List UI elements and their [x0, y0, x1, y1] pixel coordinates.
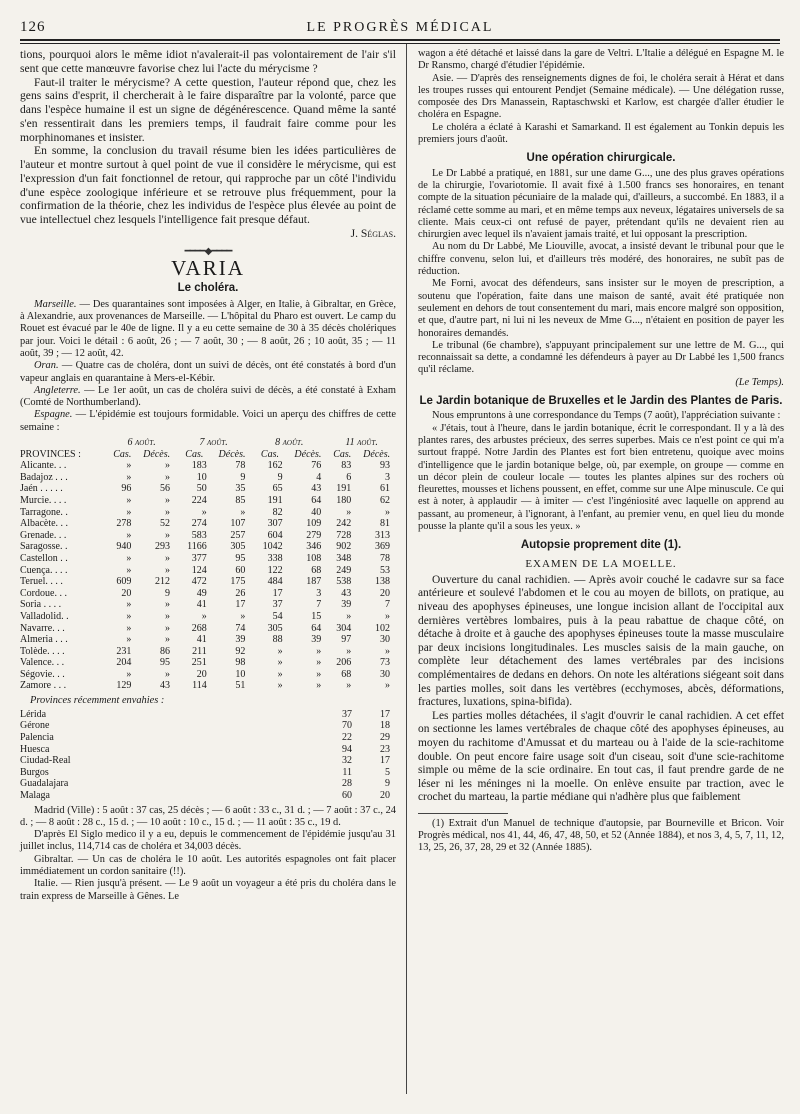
table-row [20, 755, 396, 767]
table-cell: 37 [272, 599, 283, 611]
table-cell: 138 [375, 576, 390, 588]
table-cell: 78 [235, 460, 246, 472]
table-cell: 268 [191, 622, 207, 634]
province-name: Tolède. . . . [20, 645, 65, 657]
table-cell: » [126, 634, 132, 646]
paragraph: Me Forni, avocat des défendeurs, sans insister sur le moyen de prescription, a soutenu que l'opération, faite dans une maison de santé, avait été pratiquée non seulement en dehors de tout consentement du mari, mais encore malgré son opposition, et que, d'autre part, ni lui ni les neveux de Mme G..., n'étaient en position de payer les honoraires demandés. [418, 278, 784, 339]
table-cell: » [164, 529, 170, 541]
table-row [20, 576, 396, 588]
paragraph: Ouverture du canal rachidien. — Après avoir couché le cadavre sur sa face antérieure et soulevé l'abdomen et le cou au moyen de billots, on pratique, au niveau des apophyses épineuses, une longue incision allant de l'occipital aux dernières vertèbres lombaires, puis à la peau rabattue de chaque côté, on détache à droite et à gauche des apophyses épineuses toute la masse musculaire par deux incisions longitudinales. Les muscles saisis de la main gauche, on complète leur détachement des lames vertébrales par des incisions complémentaires de dedans en dehors. On note les altérations siégeant soit dans les parties molles, soit dans les vertèbres (ecchymoses, abcès, déformations, fractures, luxations, spina-bifida). [418, 573, 784, 709]
table-cell: 305 [267, 622, 283, 634]
table-row [20, 732, 396, 744]
table-cell: 32 [342, 755, 352, 767]
table-cell: 251 [191, 657, 207, 669]
table-cell: 40 [311, 506, 322, 518]
table-cell: » [385, 610, 390, 622]
table-cell: » [126, 460, 132, 472]
table-cell: 224 [191, 494, 207, 506]
table-cell: » [346, 680, 352, 692]
province-name: Tarragone. . [20, 506, 68, 518]
province-name: Albacète. . . [20, 518, 69, 530]
table-cell: 278 [116, 518, 132, 530]
province-name: Huesca [20, 743, 50, 755]
table-cell: 348 [336, 552, 352, 564]
left-column [20, 48, 396, 903]
table-cell: 53 [380, 564, 390, 576]
table-row [20, 507, 396, 519]
table-cell: 10 [235, 668, 246, 680]
table-cell: 88 [272, 634, 283, 646]
table-cell: 43 [341, 587, 352, 599]
table-cell: » [126, 599, 132, 611]
date-header: 7 août. [199, 437, 228, 449]
table-cell: » [346, 506, 352, 518]
table-cell: » [277, 680, 283, 692]
table-cell: 114 [192, 680, 207, 692]
paragraph: Le Dr Labbé a pratiqué, en 1881, sur une dame G..., une des plus graves opérations de la chirurgie, l'ovariotomie. Il avait fixé à 1.500 francs ses honoraires, en tenant compte de la situation pécuniaire de la malade qui, d'ailleurs, a succombé. En 1883, il a réclamé cette somme au mari, et en même temps aux neveux, légataires universels de sa cliente. Mais ceux-ci ont refusé de payer, prétendant qu'ils ne devaient rien au chirurgien avec lequel ils n'avaient jamais traité, et lui opposant la prescription. [418, 167, 784, 241]
table-cell: 484 [267, 576, 283, 588]
table-cell: 17 [272, 587, 283, 599]
table-cell: 728 [336, 529, 352, 541]
table-cell: 64 [311, 494, 322, 506]
table-cell: 93 [380, 460, 390, 472]
table-row [20, 657, 396, 669]
table-row [20, 744, 396, 756]
table-cell: 212 [154, 576, 170, 588]
table-cell: 68 [311, 564, 322, 576]
place-lead: Espagne. [34, 409, 73, 421]
table-cell: 61 [380, 483, 390, 495]
table-cell: 242 [336, 518, 352, 530]
table-cell: 39 [311, 634, 322, 646]
table-cell: 279 [306, 529, 322, 541]
subsection-title-moelle: EXAMEN DE LA MOELLE. [525, 557, 677, 570]
table-cell: » [126, 471, 132, 483]
table-cell: 211 [192, 645, 207, 657]
paragraph: Marseille. — Des quarantaines sont imposées à Alger, en Italie, à Gibraltar, en Grèce, à Alexandrie, aux provenances de Marseille. — L'hôpital du Pharo est ouvert. Le camp du Rouet est évacué par le 40e de ligne. Il y a eu cette semaine de 30 à 35 décès cholériques par jour. Voici le détail : 6 août, 26 ; — 7 août, 30 ; — 8 août, 26 ; 10 août, 35 ; — 11 août, 39 ; — 12 août, 42. [20, 298, 396, 359]
table-cell: 183 [191, 460, 207, 472]
table-cell: » [316, 680, 322, 692]
article-title-jardin: Le Jardin botanique de Bruxelles et le Jardin des Plantes de Paris. [419, 395, 783, 408]
table-cell: 51 [235, 680, 246, 692]
table-cell: 98 [235, 657, 246, 669]
table-cell: 346 [306, 541, 322, 553]
table-cell: 20 [380, 587, 390, 599]
date-header: 8 août. [275, 437, 304, 449]
paragraph: D'après El Siglo medico il y a eu, depuis le commencement de l'épidémie jusqu'au 31 juillet inclus, 114,714 cas de choléra et 34,003 décès. [20, 829, 396, 853]
table-cell: 43 [159, 680, 170, 692]
table-cell: 41 [196, 599, 207, 611]
table-row [20, 518, 396, 530]
province-name: Grenade. . . [20, 529, 67, 541]
journal-title: LE PROGRÈS MÉDICAL [306, 20, 494, 35]
table-cell: 304 [336, 622, 352, 634]
table-cell: 49 [196, 587, 207, 599]
province-name: Burgos [20, 766, 49, 778]
date-header: 6 août. [127, 437, 156, 449]
recent-provinces-table [20, 709, 396, 802]
article-title-cholera: Le choléra. [177, 282, 239, 294]
province-name: Cordoue. . . [20, 587, 67, 599]
table-cell: » [164, 622, 170, 634]
table-cell: » [240, 506, 246, 518]
table-row [20, 767, 396, 779]
table-cell: 92 [235, 645, 246, 657]
table-cell: 82 [272, 506, 283, 518]
province-name: Saragosse. . [20, 541, 68, 553]
table-cell: 6 [346, 471, 352, 483]
table-cell: 129 [116, 680, 132, 692]
table-cell: » [201, 610, 207, 622]
province-name: Navarre. . . [20, 622, 65, 634]
table-cell: 9 [385, 778, 390, 790]
table-cell: 97 [341, 634, 352, 646]
table-cell: » [126, 564, 132, 576]
table-row [20, 553, 396, 565]
table-cell: » [201, 506, 207, 518]
table-cell: » [385, 645, 390, 657]
table-cell: 1042 [262, 541, 283, 553]
table-cell: 377 [191, 552, 207, 564]
table-cell: 50 [196, 483, 207, 495]
table-cell: 52 [159, 518, 170, 530]
table-cell: 191 [336, 483, 352, 495]
table-cell: » [126, 552, 132, 564]
table-row [20, 483, 396, 495]
table-cell: 39 [341, 599, 352, 611]
table-row [20, 623, 396, 635]
table-cell: 175 [230, 576, 246, 588]
table-row [20, 709, 396, 721]
table-cell: 20 [121, 587, 132, 599]
table-cell: 17 [380, 708, 390, 720]
table-cell: 74 [235, 622, 246, 634]
table-cell: 62 [380, 494, 390, 506]
table-cell: 257 [230, 529, 246, 541]
paragraph: Nous empruntons à une correspondance du Temps (7 août), l'appréciation suivante : [432, 410, 781, 422]
table-cell: 83 [341, 460, 352, 472]
table-cell: » [316, 668, 322, 680]
table-cell: 609 [116, 576, 132, 588]
table-cell: 204 [116, 657, 132, 669]
table-cell: » [385, 680, 390, 692]
paragraph: Angleterre. — Le 1er août, un cas de choléra suivi de décès, a été constaté à Exham (Comté de Northumberland). [20, 384, 396, 409]
table-cell: 20 [380, 789, 390, 801]
source-citation: (Le Temps). [735, 376, 784, 388]
table-row [20, 472, 396, 484]
table-cell: 20 [196, 668, 207, 680]
table-cell: » [346, 645, 352, 657]
table-cell: 231 [116, 645, 132, 657]
paragraph: Oran. — Quatre cas de choléra, dont un suivi de décès, ont été constatés à bord d'un vapeur anglais en quarantaine à Mers-el-Kébir. [20, 360, 396, 384]
table-cell: 293 [154, 541, 170, 553]
page-number: 126 [20, 19, 46, 35]
cholera-table: 6 août. 7 août. 8 août. 11 août. PROVINCES : Cas. Décès. Cas. Décès. Cas. Décès. Cas. Décès. Alicante. . . » » 183 78 162 76 83 93 Badajoz . . . » » 10 9 9 4 6 3 Jaén . . . . . 96 56 50 35 65 43 191 61 Murcie. . . . » » 224 85 191 64 180 62 Tarragone. . » » » » 82 40 » » Albacète. . . 278 52 274 107 307 109 242 81 Grenade. . . » » 583 257 604 279 728 313 Saragosse. . 940 293 1166 305 1042 346 902 369 Castellon . . » » 377 95 338 108 348 78 Cuença. . . . » » 124 60 122 68 249 53 Teruel. . . . 609 212 472 175 484 187 538 138 Cordoue. . . 20 9 49 26 17 3 43 20 Soria . . . . » » 41 17 37 7 39 7 Valladolid. . » » » » 54 15 » » Navarre. . . » » 268 74 305 64 304 102 Almeria . . . » » 41 39 88 39 97 30 Tolède. . . . 231 86 211 92 » » » » Valence. . . 204 95 251 98 » » 206 73 Ségovie. . . » » 20 10 » » 68 30 Zamore . . . 129 43 114 51 » » » » [20, 437, 396, 692]
paragraph: « J'étais, tout à l'heure, dans le jardin botanique, écrit le correspondant. Il y a là des plantes rares, des arbustes précieux, des serres superbes. Mais ce n'est point ce qui m'a surtout frappé. Notre Jardin des Plantes est fort bien entretenu, quoique avec moins d'intelligence que le jardin botanique belge, où, par exemple, on groupe — comme en un décor plein de couleur locale — toutes les plantes alpines sur des rochers où fleurettes, mousses et lichens poussent, en effet, comme sur une Alpe minuscule. Ce qui est à noter, à applaudir — à imiter — c'est l'ingéniosité avec laquelle on apprend au passant, au promeneur, à l'ignorant, à l'enfant, au premier venu, en quel lieu du monde pousse la plante qu'il a sous les yeux. » [418, 422, 784, 532]
table-cell: 583 [191, 529, 207, 541]
table-cell: 4 [316, 471, 322, 483]
table-cell: 274 [191, 518, 207, 530]
table-cell: » [164, 460, 170, 472]
table-cell: 60 [235, 564, 246, 576]
table-row [20, 634, 396, 646]
table-cell: 109 [306, 518, 322, 530]
article-title-operation: Une opération chirurgicale. [526, 152, 676, 165]
table-cell: » [164, 668, 170, 680]
paragraph: wagon a été détaché et laissé dans la gare de Veltri. L'Italie a délégué en Espagne M. le Dr Ransmo, chargé d'étudier l'épidémie. [418, 48, 784, 72]
province-name: Guadalajara [20, 778, 69, 790]
table-row [20, 611, 396, 623]
table-cell: 30 [380, 668, 390, 680]
table-row [20, 778, 396, 790]
paragraph: Le tribunal (6e chambre), s'appuyant principalement sur une lettre de M. G..., qui reconnaissait sa dette, a condamné les défendeurs à payer au Dr Labbé les 1,500 francs qu'il réclame. [418, 339, 784, 376]
table-cell: » [126, 622, 132, 634]
province-name: Gérone [20, 720, 50, 732]
table-cell: 23 [380, 743, 390, 755]
table-row [20, 646, 396, 658]
paragraph: tions, pourquoi alors le même idiot n'avalerait-il pas volontairement de l'air s'il sent que cette manœuvre favorise chez lui l'acte du mérycisme ? [20, 48, 396, 75]
table-cell: 43 [311, 483, 322, 495]
table-cell: 3 [385, 471, 390, 483]
table-cell: 902 [336, 541, 352, 553]
table-cell: 1166 [187, 541, 207, 553]
paragraph: Faut-il traiter le mérycisme? A cette question, l'auteur répond que, chez les gens sains d'esprit, il chercherait à le faire disparaître par la volonté, parce que dans l'espèce humaine il est un signe de dégénérescence. Quand même la santé s'en ressentirait dans les premiers temps, il faudrait faire comme pour les morphinomanes et insister. [20, 75, 396, 144]
section-title-varia: VARIA [171, 256, 245, 281]
table-cell: 39 [235, 634, 246, 646]
table-cell: 26 [235, 587, 246, 599]
table-cell: 28 [342, 778, 352, 790]
province-name: Ciudad-Real [20, 755, 71, 767]
table-cell: 29 [380, 732, 390, 744]
table-cell: 17 [235, 599, 246, 611]
table-cell: 81 [380, 518, 390, 530]
table-cell: » [164, 506, 170, 518]
table-cell: 369 [375, 541, 390, 553]
table-cell: » [240, 610, 246, 622]
table-cell: 37 [342, 708, 352, 720]
province-name: Malaga [20, 789, 50, 801]
table-cell: 102 [375, 622, 390, 634]
table-cell: » [346, 610, 352, 622]
province-name: Lérida [20, 708, 47, 720]
table-row [20, 680, 396, 692]
province-name: Alicante. . . [20, 460, 67, 472]
table-cell: 180 [336, 494, 352, 506]
table-cell: 64 [311, 622, 322, 634]
table-cell: 41 [196, 634, 207, 646]
table-cell: » [164, 471, 170, 483]
province-name: Ségovie. . . [20, 668, 65, 680]
table-row [20, 588, 396, 600]
table-row [20, 541, 396, 553]
signature: J. Séglas. [350, 226, 396, 240]
paragraph: Gibraltar. — Un cas de choléra le 10 août. Les autorités espagnoles ont fait placer immédiatement un cordon sanitaire (!!). [20, 853, 396, 878]
right-column [418, 48, 784, 855]
table-cell: 9 [164, 587, 170, 599]
paragraph: Madrid (Ville) : 5 août : 37 cas, 25 décès ; — 6 août : 33 c., 31 d. ; — 7 août : 37 c., 24 d. ; — 8 août : 28 c., 15 d. ; — 10 août : 10 c., 15 d. ; — 11 août : 35 c., 19 d. [20, 804, 396, 828]
table-cell: 122 [267, 564, 283, 576]
table-cell: 30 [380, 634, 390, 646]
footnote: (1) Extrait d'un Manuel de technique d'autopsie, par Bourneville et Bricon. Voir Progrès médical, nos 41, 44, 46, 47, 48, 50, et 52 (Année 1884), et nos 3, 4, 5, 7, 11, 12, 13, 25, 26, 37, 28, 29 et 32 (Année 1885). [418, 817, 784, 854]
table-cell: 108 [306, 552, 322, 564]
place-lead: Angleterre. [34, 384, 81, 396]
province-name: Badajoz . . . [20, 471, 68, 483]
province-name: Zamore . . . [20, 680, 67, 692]
table-cell: 95 [235, 552, 246, 564]
column-divider [406, 44, 407, 1094]
table-cell: 124 [191, 564, 207, 576]
table-row [20, 599, 396, 611]
table-cell: 85 [235, 494, 246, 506]
table-cell: 604 [267, 529, 283, 541]
paragraph: Le choléra a éclaté à Karashi et Samarkand. Il est également au Tonkin depuis les premiers jours d'août. [418, 121, 784, 146]
table-cell: 15 [311, 610, 322, 622]
table-cell: » [126, 506, 132, 518]
table-cell: 206 [336, 657, 352, 669]
province-name: Valence. . . [20, 657, 65, 669]
table-row [20, 530, 396, 542]
table-cell: 96 [121, 483, 132, 495]
table-cell: 338 [267, 552, 283, 564]
table-cell: » [164, 610, 170, 622]
table-cell: 11 [342, 766, 352, 778]
table-cell: 472 [191, 576, 207, 588]
place-lead: Oran. [34, 360, 59, 372]
table-row [20, 460, 396, 472]
table-cell: 191 [267, 494, 283, 506]
province-name: Murcie. . . . [20, 494, 67, 506]
province-name: Cuença. . . . [20, 564, 68, 576]
table-cell: » [126, 610, 132, 622]
table-cell: 54 [272, 610, 283, 622]
table-cell: 305 [230, 541, 246, 553]
table-cell: 78 [380, 552, 390, 564]
table-cell: » [126, 668, 132, 680]
ornament-divider: ━━━━◆━━━━ [184, 245, 232, 257]
table-cell: 94 [342, 743, 352, 755]
table-cell: 68 [341, 668, 352, 680]
table-cell: » [164, 599, 170, 611]
table-cell: 162 [267, 460, 283, 472]
paragraph: Asie. — D'après des renseignements dignes de foi, le choléra serait à Hérat et dans les troupes russes qui entourent Pendjet (Semaine médicale). — Une délégation russe, composée des Drs Manassein, Raptaschwski et Karlow, est chargée d'aller étudier le choléra en Espagne. [418, 72, 784, 121]
paragraph: Les parties molles détachées, il s'agit d'ouvrir le canal rachidien. A cet effet on sectionne les lames vertébrales de chaque côté des apophyses épineuses, au moyen du rachitome d'Amussat et du marteau ou à l'aide de la scie-rachitome double. On peut encore faire usage soit d'un ciseau, soit d'une scie-rachitome simple ou même de la scie ordinaire. En tout cas, il faut prendre garde de ne léser ni les méninges ni la moelle. On enlève ensuite par traction, avec le crochet du marteau, la partie médiane qui n'adhère plus que faiblement [418, 709, 784, 804]
table-cell: » [277, 668, 283, 680]
table-cell: 73 [380, 657, 390, 669]
table-cell: 9 [240, 471, 246, 483]
table-cell: » [126, 529, 132, 541]
table-cell: 18 [380, 720, 390, 732]
table-cell: 313 [375, 529, 390, 541]
paragraph: Au nom du Dr Labbé, Me Liouville, avocat, a insisté devant le tribunal pour que le chiffre convenu, selon lui, et d'ailleurs très modéré, des honoraires, ne subît pas de réduction. [418, 241, 784, 278]
table-cell: 70 [342, 720, 352, 732]
place-lead: Marseille. [34, 298, 77, 310]
table-cell: » [277, 645, 283, 657]
paragraph: Espagne. — L'épidémie est toujours formidable. Voici un aperçu des chiffres de cette semaine : [20, 409, 396, 433]
paragraph: Italie. — Rien jusqu'à présent. — Le 9 août un voyageur a été pris du choléra dans le train express de Marseille à Gênes. Le [20, 878, 396, 902]
table-cell: » [164, 634, 170, 646]
table-cell: 940 [116, 541, 132, 553]
paragraph: En somme, la conclusion du travail résume bien les idées particulières de l'auteur et montre surtout à quel point de vue il considère le mérycisme, qui est l'expression d'un fait fonctionnel de retour, qui rapproche par un côté l'individu d'une espèce zoologique inférieure et se retrouve plus fréquemment, pour la confirmation de la théorie, chez les individus de l'espèce plus élevée au point de vue intellectuel chez lesquels l'intelligence fait presque défaut. [20, 144, 396, 226]
province-name: Teruel. . . . [20, 576, 63, 588]
table-cell: » [385, 506, 390, 518]
province-name: Jaén . . . . . [20, 483, 63, 495]
table-row [20, 720, 396, 732]
table-cell: 76 [311, 460, 322, 472]
running-header [20, 14, 780, 36]
province-name: Castellon . . [20, 552, 68, 564]
table-cell: 7 [385, 599, 390, 611]
row-header: PROVINCES : [20, 448, 81, 460]
table-cell: 107 [230, 518, 246, 530]
table-cell: 9 [277, 471, 283, 483]
table-cell: » [316, 645, 322, 657]
table-row [20, 790, 396, 802]
table-cell: 249 [336, 564, 352, 576]
recent-provinces-label: Provinces récemment envahies : [30, 695, 165, 707]
table-cell: » [164, 494, 170, 506]
table-cell: 3 [316, 587, 322, 599]
province-name: Almeria . . . [20, 634, 68, 646]
table-cell: 538 [336, 576, 352, 588]
table-cell: 86 [159, 645, 170, 657]
table-cell: » [126, 494, 132, 506]
table-cell: 187 [306, 576, 322, 588]
province-name: Palencia [20, 732, 54, 744]
table-cell: » [164, 564, 170, 576]
table-row [20, 669, 396, 681]
article-title-autopsie: Autopsie proprement dite (1). [520, 539, 682, 552]
table-cell: 22 [342, 732, 352, 744]
table-row [20, 495, 396, 507]
header-rule-thin [20, 43, 780, 44]
province-name: Valladolid. . [20, 610, 69, 622]
table-cell: 65 [272, 483, 283, 495]
table-cell: » [277, 657, 283, 669]
table-cell: 10 [196, 471, 207, 483]
table-cell: 7 [316, 599, 322, 611]
date-header: 11 août. [345, 437, 378, 449]
table-cell: 17 [380, 755, 390, 767]
header-rule [20, 39, 780, 41]
table-cell: 56 [159, 483, 170, 495]
province-name: Soria . . . . [20, 599, 62, 611]
table-cell: 35 [235, 483, 246, 495]
table-cell: 95 [159, 657, 170, 669]
table-row [20, 565, 396, 577]
table-cell: » [164, 552, 170, 564]
table-cell: 60 [342, 789, 352, 801]
table-cell: 307 [267, 518, 283, 530]
table-cell: » [316, 657, 322, 669]
table-cell: 5 [385, 766, 390, 778]
footnote-rule [418, 813, 508, 814]
